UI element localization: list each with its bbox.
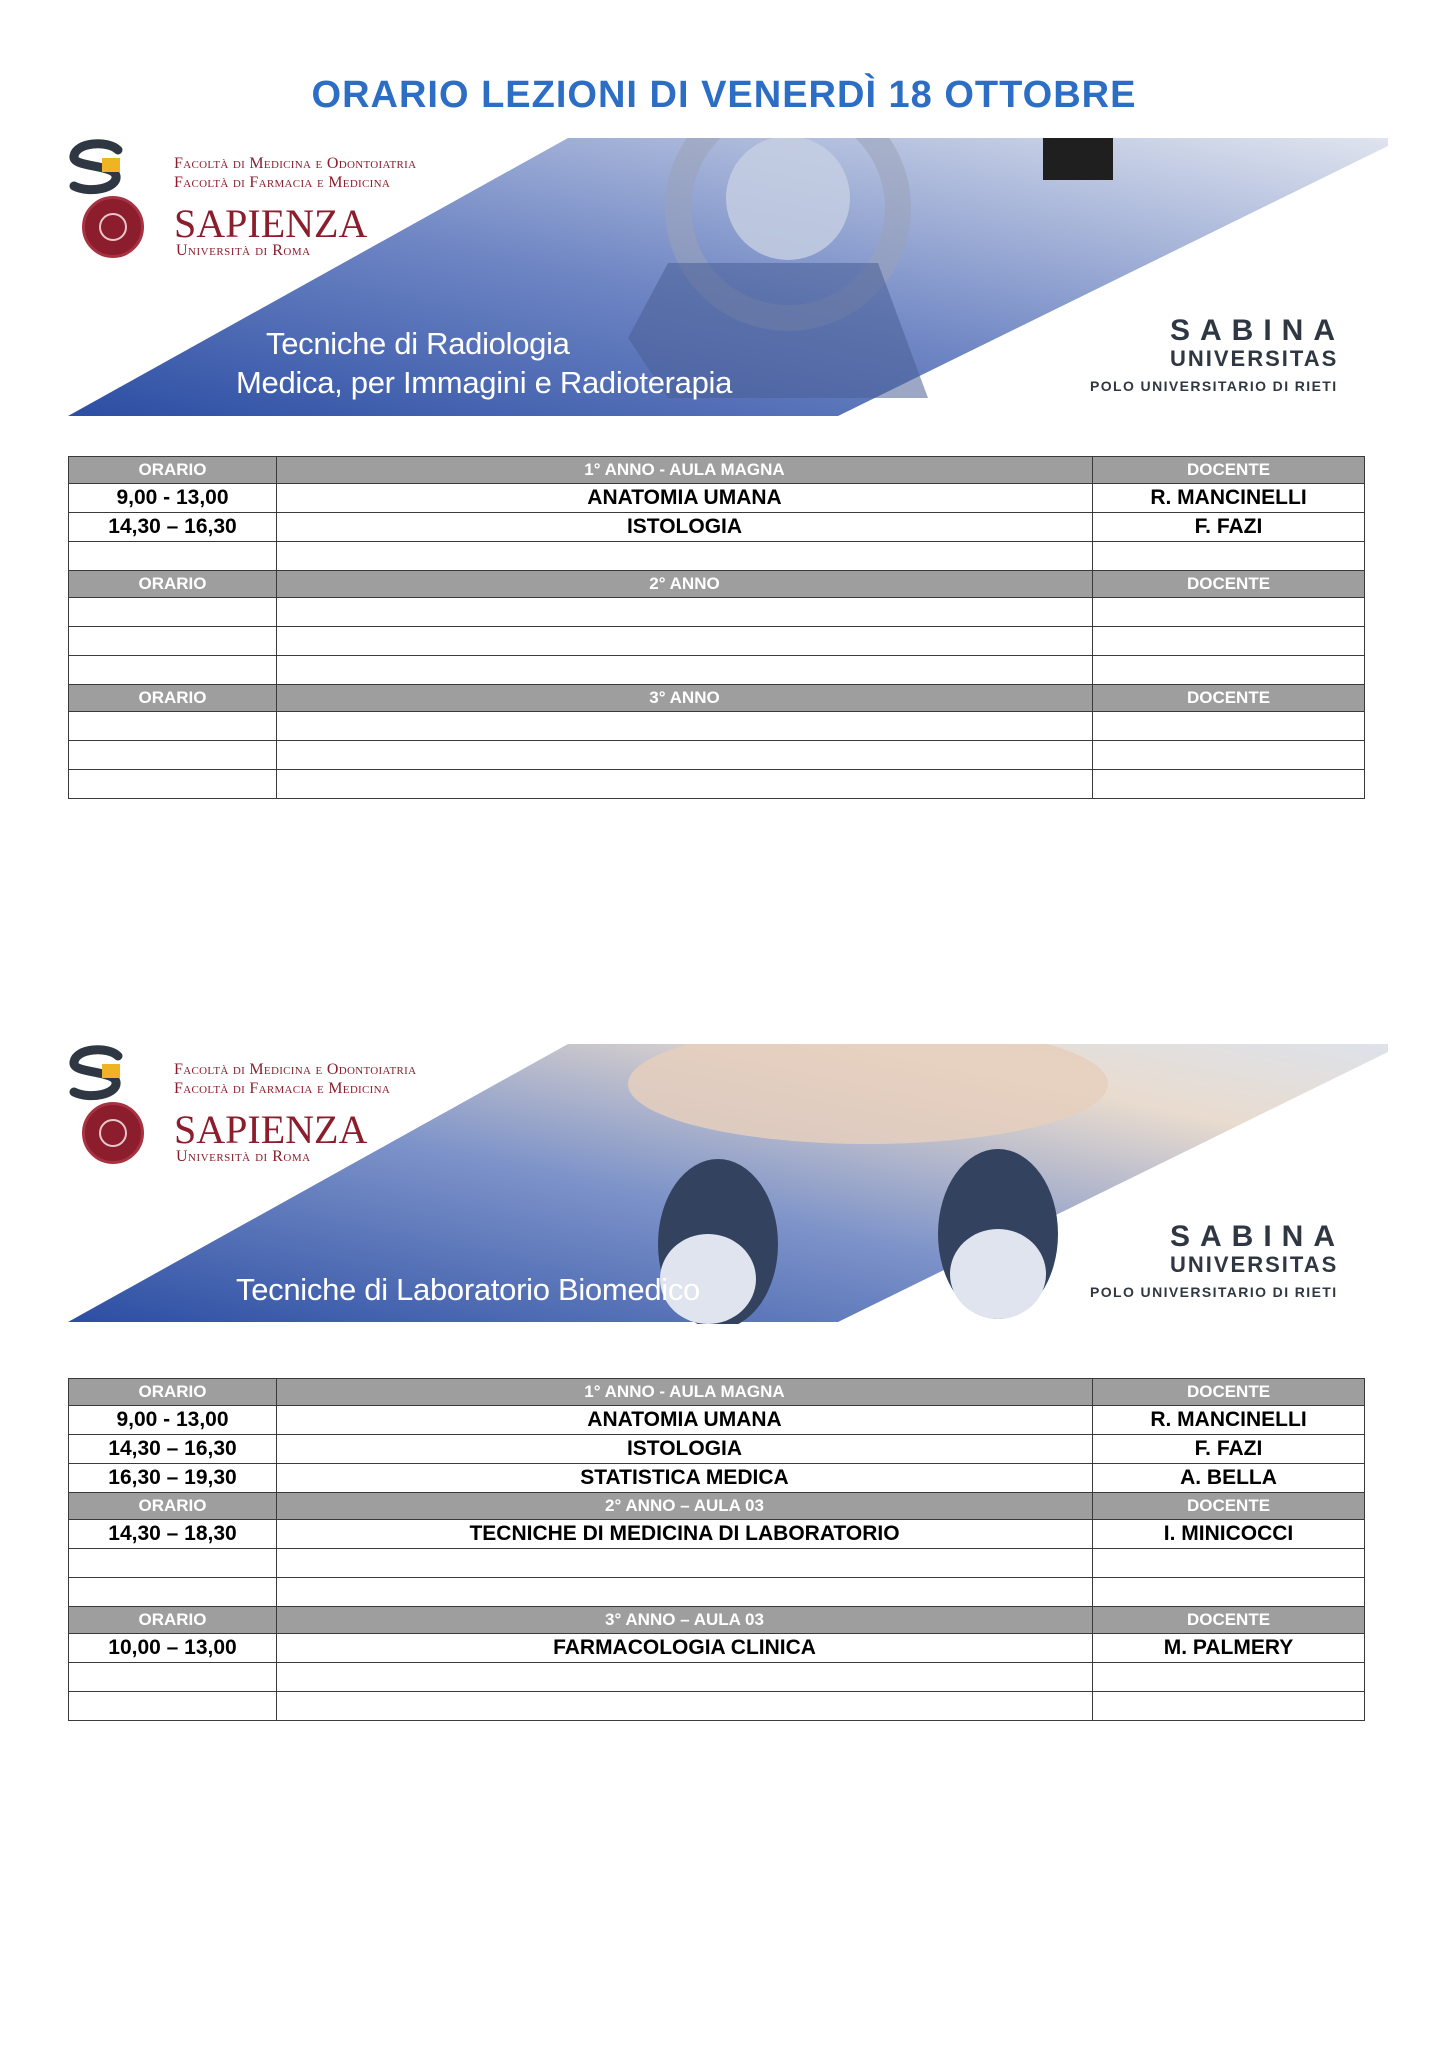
faculty-names	[174, 1060, 416, 1098]
cell-orario: 10,00 – 13,00	[69, 1634, 277, 1663]
cell-course	[277, 1663, 1093, 1692]
faculty-names	[174, 154, 416, 192]
cell-course	[277, 1578, 1093, 1607]
table-row	[69, 1692, 1365, 1721]
cell-course	[277, 627, 1093, 656]
university-name: SAPIENZA	[174, 1107, 368, 1152]
header-orario: ORARIO	[69, 1379, 277, 1406]
cell-orario	[69, 770, 277, 799]
header-orario: ORARIO	[69, 457, 277, 484]
university-sub: Università di Roma	[176, 1148, 311, 1165]
table-row	[69, 656, 1365, 685]
table-header-row	[69, 685, 1365, 712]
sabina-logo-icon	[68, 138, 128, 198]
cell-docente	[1093, 1692, 1365, 1721]
cell-orario	[69, 656, 277, 685]
table-row	[69, 627, 1365, 656]
cell-course: ISTOLOGIA	[277, 1435, 1093, 1464]
cell-docente: M. PALMERY	[1093, 1634, 1365, 1663]
cell-course	[277, 1692, 1093, 1721]
cell-docente	[1093, 627, 1365, 656]
header-docente: DOCENTE	[1093, 457, 1365, 484]
university-name: SAPIENZA	[174, 201, 368, 246]
cell-course	[277, 770, 1093, 799]
table-header-row	[69, 1493, 1365, 1520]
schedule-table-laboratorio	[68, 1378, 1365, 1721]
cell-orario: 14,30 – 18,30	[69, 1520, 277, 1549]
header-orario: ORARIO	[69, 685, 277, 712]
course-title	[236, 324, 732, 402]
table-row	[69, 484, 1365, 513]
table-row	[69, 542, 1365, 571]
cell-course	[277, 741, 1093, 770]
cell-docente: R. MANCINELLI	[1093, 484, 1365, 513]
cell-orario	[69, 598, 277, 627]
table-row	[69, 1549, 1365, 1578]
course-title	[236, 1270, 700, 1309]
cell-course	[277, 712, 1093, 741]
cell-orario: 14,30 – 16,30	[69, 513, 277, 542]
cell-course: ANATOMIA UMANA	[277, 1406, 1093, 1435]
table-row	[69, 598, 1365, 627]
table-row	[69, 513, 1365, 542]
faculty-line-2: Facoltà di Farmacia e Medicina	[174, 1080, 391, 1097]
faculty-line-2: Facoltà di Farmacia e Medicina	[174, 174, 391, 191]
cell-docente	[1093, 1549, 1365, 1578]
course-title-line-1: Tecniche di Radiologia	[266, 326, 570, 361]
header-docente: DOCENTE	[1093, 571, 1365, 598]
table-row	[69, 1578, 1365, 1607]
header-year: 3° ANNO – AULA 03	[277, 1607, 1093, 1634]
cell-docente	[1093, 598, 1365, 627]
cell-course: FARMACOLOGIA CLINICA	[277, 1634, 1093, 1663]
table-row	[69, 1435, 1365, 1464]
partner-sub: UNIVERSITAS	[1170, 346, 1339, 371]
cell-docente: F. FAZI	[1093, 1435, 1365, 1464]
header-orario: ORARIO	[69, 571, 277, 598]
cell-orario	[69, 1663, 277, 1692]
cell-docente	[1093, 741, 1365, 770]
faculty-line-1: Facoltà di Medicina e Odontoiatria	[174, 155, 417, 172]
cell-course: STATISTICA MEDICA	[277, 1464, 1093, 1493]
header-orario: ORARIO	[69, 1607, 277, 1634]
banner-laboratorio	[68, 1044, 1388, 1324]
partner-name: SABINA	[1170, 1220, 1346, 1253]
schedule-table-radiologia	[68, 456, 1365, 799]
course-title-line-2: Medica, per Immagini e Radioterapia	[236, 365, 733, 400]
course-title-line-1: Tecniche di Laboratorio Biomedico	[236, 1272, 700, 1307]
cell-course: TECNICHE DI MEDICINA DI LABORATORIO	[277, 1520, 1093, 1549]
header-year: 1° ANNO - AULA MAGNA	[277, 457, 1093, 484]
partner-tagline: POLO UNIVERSITARIO DI RIETI	[1090, 1284, 1338, 1300]
header-docente: DOCENTE	[1093, 685, 1365, 712]
table-row	[69, 1634, 1365, 1663]
table-row	[69, 1520, 1365, 1549]
header-year: 3° ANNO	[277, 685, 1093, 712]
cell-orario	[69, 1692, 277, 1721]
sapienza-seal-icon	[82, 196, 144, 258]
header-year: 1° ANNO - AULA MAGNA	[277, 1379, 1093, 1406]
header-year: 2° ANNO – AULA 03	[277, 1493, 1093, 1520]
header-orario: ORARIO	[69, 1493, 277, 1520]
cell-orario	[69, 542, 277, 571]
cell-docente	[1093, 1663, 1365, 1692]
cell-docente	[1093, 542, 1365, 571]
cell-orario	[69, 741, 277, 770]
cell-orario	[69, 712, 277, 741]
table-header-row	[69, 457, 1365, 484]
table-row	[69, 770, 1365, 799]
cell-orario	[69, 1578, 277, 1607]
cell-docente	[1093, 770, 1365, 799]
table-row	[69, 1663, 1365, 1692]
cell-docente: F. FAZI	[1093, 513, 1365, 542]
cell-orario: 9,00 - 13,00	[69, 1406, 277, 1435]
university-sub: Università di Roma	[176, 242, 311, 259]
page-title: ORARIO LEZIONI DI VENERDÌ 18 OTTOBRE	[311, 74, 1137, 116]
cell-course: ISTOLOGIA	[277, 513, 1093, 542]
header-docente: DOCENTE	[1093, 1493, 1365, 1520]
cell-orario	[69, 627, 277, 656]
cell-course	[277, 656, 1093, 685]
cell-orario: 16,30 – 19,30	[69, 1464, 277, 1493]
table-header-row	[69, 1607, 1365, 1634]
cell-course	[277, 1549, 1093, 1578]
partner-sub: UNIVERSITAS	[1170, 1252, 1339, 1277]
partner-name: SABINA	[1170, 314, 1346, 347]
cell-docente: A. BELLA	[1093, 1464, 1365, 1493]
table-row	[69, 741, 1365, 770]
header-year: 2° ANNO	[277, 571, 1093, 598]
sabina-logo-icon	[68, 1044, 128, 1104]
partner-tagline: POLO UNIVERSITARIO DI RIETI	[1090, 378, 1338, 394]
cell-docente: R. MANCINELLI	[1093, 1406, 1365, 1435]
cell-orario	[69, 1549, 277, 1578]
table-row	[69, 1406, 1365, 1435]
banner-radiologia	[68, 138, 1388, 418]
sapienza-seal-icon	[82, 1102, 144, 1164]
cell-orario: 9,00 - 13,00	[69, 484, 277, 513]
cell-docente: I. MINICOCCI	[1093, 1520, 1365, 1549]
cell-docente	[1093, 656, 1365, 685]
header-docente: DOCENTE	[1093, 1607, 1365, 1634]
cell-docente	[1093, 712, 1365, 741]
faculty-line-1: Facoltà di Medicina e Odontoiatria	[174, 1061, 417, 1078]
table-row	[69, 712, 1365, 741]
cell-course: ANATOMIA UMANA	[277, 484, 1093, 513]
header-docente: DOCENTE	[1093, 1379, 1365, 1406]
cell-orario: 14,30 – 16,30	[69, 1435, 277, 1464]
table-header-row	[69, 571, 1365, 598]
cell-docente	[1093, 1578, 1365, 1607]
cell-course	[277, 542, 1093, 571]
table-row	[69, 1464, 1365, 1493]
table-header-row	[69, 1379, 1365, 1406]
cell-course	[277, 598, 1093, 627]
